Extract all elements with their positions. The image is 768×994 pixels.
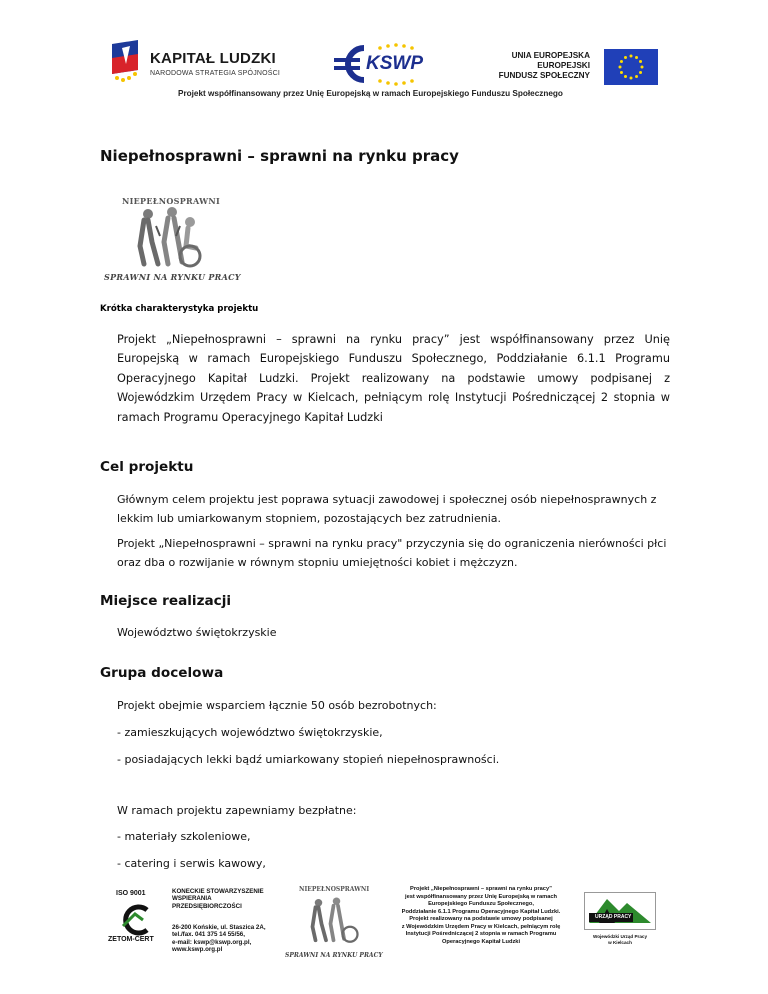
kswp-name: KSWP <box>366 53 423 74</box>
kapital-ludzki-emblem-icon <box>108 40 142 86</box>
addr-line-1: 26-200 Końskie, ul. Staszica 2A, <box>172 924 266 931</box>
eu-star <box>635 56 638 59</box>
addr-line-2: tel./fax. 041 375 14 55/56, <box>172 931 245 939</box>
org-line-1: KONECKIE STOWARZYSZENIE <box>172 888 264 895</box>
intro-paragraph: Projekt „Niepełnosprawni – sprawni na rynku pracy” jest współfinansowany przez Unię Europejską w ramach Europejskiego Funduszu Społecznego, Poddziałanie 6.1.1 Programu Operacyjnego Kapitał Ludzki. Projekt realizowany na podstawie umowy podpisanej z Wojewódzkim Urzędem Pracy w Kielcach, pełniącym rolę Instytucji Pośredniczącej 2 stopnia w ramach Programu Operacyjnego Kapitał Ludzki <box>117 333 670 424</box>
desc-line-1: Projekt „Niepełnosprawni – sprawni na rynku pracy” <box>410 886 552 892</box>
target-item-2: - posiadających lekki bądź umiarkowany stopień niepełnosprawności. <box>117 753 500 766</box>
goal-paragraph-2: Projekt „Niepełnosprawni – sprawni na rynku pracy" przyczynia się do ograniczenia nierówności płci oraz dba o rozwijanie w równym stopniu umiejętności kobiet i mężczyzn. <box>117 537 667 569</box>
desc-line-5: Projekt realizowany na podstawie umowy podpisanej <box>409 916 553 922</box>
target-item-1: - zamieszkujących województwo świętokrzyskie, <box>117 726 383 739</box>
page-footer <box>0 880 768 994</box>
eu-flag-icon <box>604 49 658 85</box>
desc-line-8: Operacyjnego Kapitał Ludzki <box>441 938 521 945</box>
urzad-pracy-mountain-icon <box>585 893 655 929</box>
footer-wheelchair-figures-icon <box>305 894 365 946</box>
eu-text <box>499 51 590 81</box>
offer-item-1: - materiały szkoleniowe, <box>117 830 251 843</box>
eu-star <box>639 60 642 63</box>
characteristic-label: Krótka charakterystyka projektu <box>100 304 259 314</box>
project-logo <box>100 188 241 284</box>
eu-star <box>630 55 633 58</box>
place-text: Województwo świętokrzyskie <box>117 626 277 639</box>
eu-star <box>641 66 644 69</box>
eu-line1: UNIA EUROPEJSKA <box>511 51 590 60</box>
target-heading: Grupa docelowa <box>100 665 224 681</box>
goal-paragraph-1: Głównym celem projektu jest poprawa sytuacji zawodowej i społecznej osób niepełnosprawnych z lekkim lub umiarkowanym stopniem, pozostających bez zatrudnienia. <box>117 493 657 525</box>
eu-line2: EUROPEJSKI <box>537 61 590 70</box>
footer-project-logo <box>285 886 385 962</box>
kswp-logo <box>330 42 440 86</box>
project-logo-bottom-text: SPRAWNI NA RYNKU PRACY <box>104 272 241 282</box>
kapital-ludzki-logo <box>108 40 281 86</box>
cofinancing-caption: Projekt współfinansowany przez Unię Europejską w ramach Europejskiego Funduszu Społecznego <box>178 89 563 98</box>
eu-star <box>624 56 627 59</box>
eu-star <box>624 75 627 78</box>
wheelchair-figures-icon <box>130 206 210 268</box>
place-heading: Miejsce realizacji <box>100 593 232 609</box>
org-line-2: WSPIERANIA <box>172 895 212 903</box>
goal-heading: Cel projektu <box>100 459 194 475</box>
offer-intro: W ramach projektu zapewniamy bezpłatne: <box>117 804 357 817</box>
desc-line-3: Europejskiego Funduszu Społecznego, <box>428 901 534 907</box>
eu-star <box>620 71 623 74</box>
addr-line-3: e-mail: kswp@kswp.org.pl, <box>172 938 252 946</box>
eu-star <box>619 66 622 69</box>
footer-logo-top-text: NIEPEŁNOSPRAWNI <box>299 886 370 893</box>
target-intro: Projekt obejmie wsparciem łącznie 50 osób bezrobotnych: <box>117 699 437 712</box>
organization-name <box>172 888 284 910</box>
page-header <box>0 0 768 110</box>
desc-line-6: z Wojewódzkim Urzędem Pracy w Kielcach, pełniącym rolę <box>401 923 561 930</box>
urzad-pracy-label: URZĄD PRACY <box>595 914 632 920</box>
up-caption-line-1: Wojewódzki Urząd Pracy <box>592 934 648 939</box>
eu-star <box>620 60 623 63</box>
organization-address <box>172 924 287 954</box>
kapital-ludzki-title: KAPITAŁ LUDZKI <box>150 50 276 67</box>
addr-line-4: www.kswp.org.pl <box>172 946 223 954</box>
desc-line-2: jest współfinansowany przez Unię Europejską w ramach <box>404 893 558 900</box>
eu-star <box>635 75 638 78</box>
eu-line3: FUNDUSZ SPOŁECZNY <box>498 71 590 80</box>
footer-project-description <box>386 886 576 946</box>
offer-item-2: - catering i serwis kawowy, <box>117 857 266 870</box>
desc-line-7: Instytucji Pośredniczącej 2 stopnia w ramach Programu <box>405 931 557 937</box>
project-logo-top-text: NIEPEŁNOSPRAWNI <box>122 196 221 206</box>
urzad-pracy-logo <box>584 892 656 930</box>
up-caption-line-2: w Kielcach <box>608 939 632 945</box>
zetom-label: ZETOM-CERT <box>108 936 154 943</box>
eu-star <box>639 71 642 74</box>
footer-logo-bottom-text: SPRAWNI NA RYNKU PRACY <box>285 952 383 959</box>
eu-star <box>630 77 633 80</box>
desc-line-4: Poddziałanie 6.1.1 Programu Operacyjnego Kapitał Ludzki. <box>401 908 561 915</box>
zetom-cert-icon <box>113 904 159 936</box>
eu-logo <box>498 49 658 85</box>
kapital-ludzki-subtitle: NARODOWA STRATEGIA SPÓJNOŚCI <box>150 70 281 77</box>
org-line-3: PRZEDSIĘBIORCZOŚCI <box>172 902 242 910</box>
page-title: Niepełnosprawni – sprawni na rynku pracy <box>100 147 459 165</box>
iso-label: ISO 9001 <box>116 890 146 897</box>
urzad-pracy-caption <box>584 934 656 945</box>
